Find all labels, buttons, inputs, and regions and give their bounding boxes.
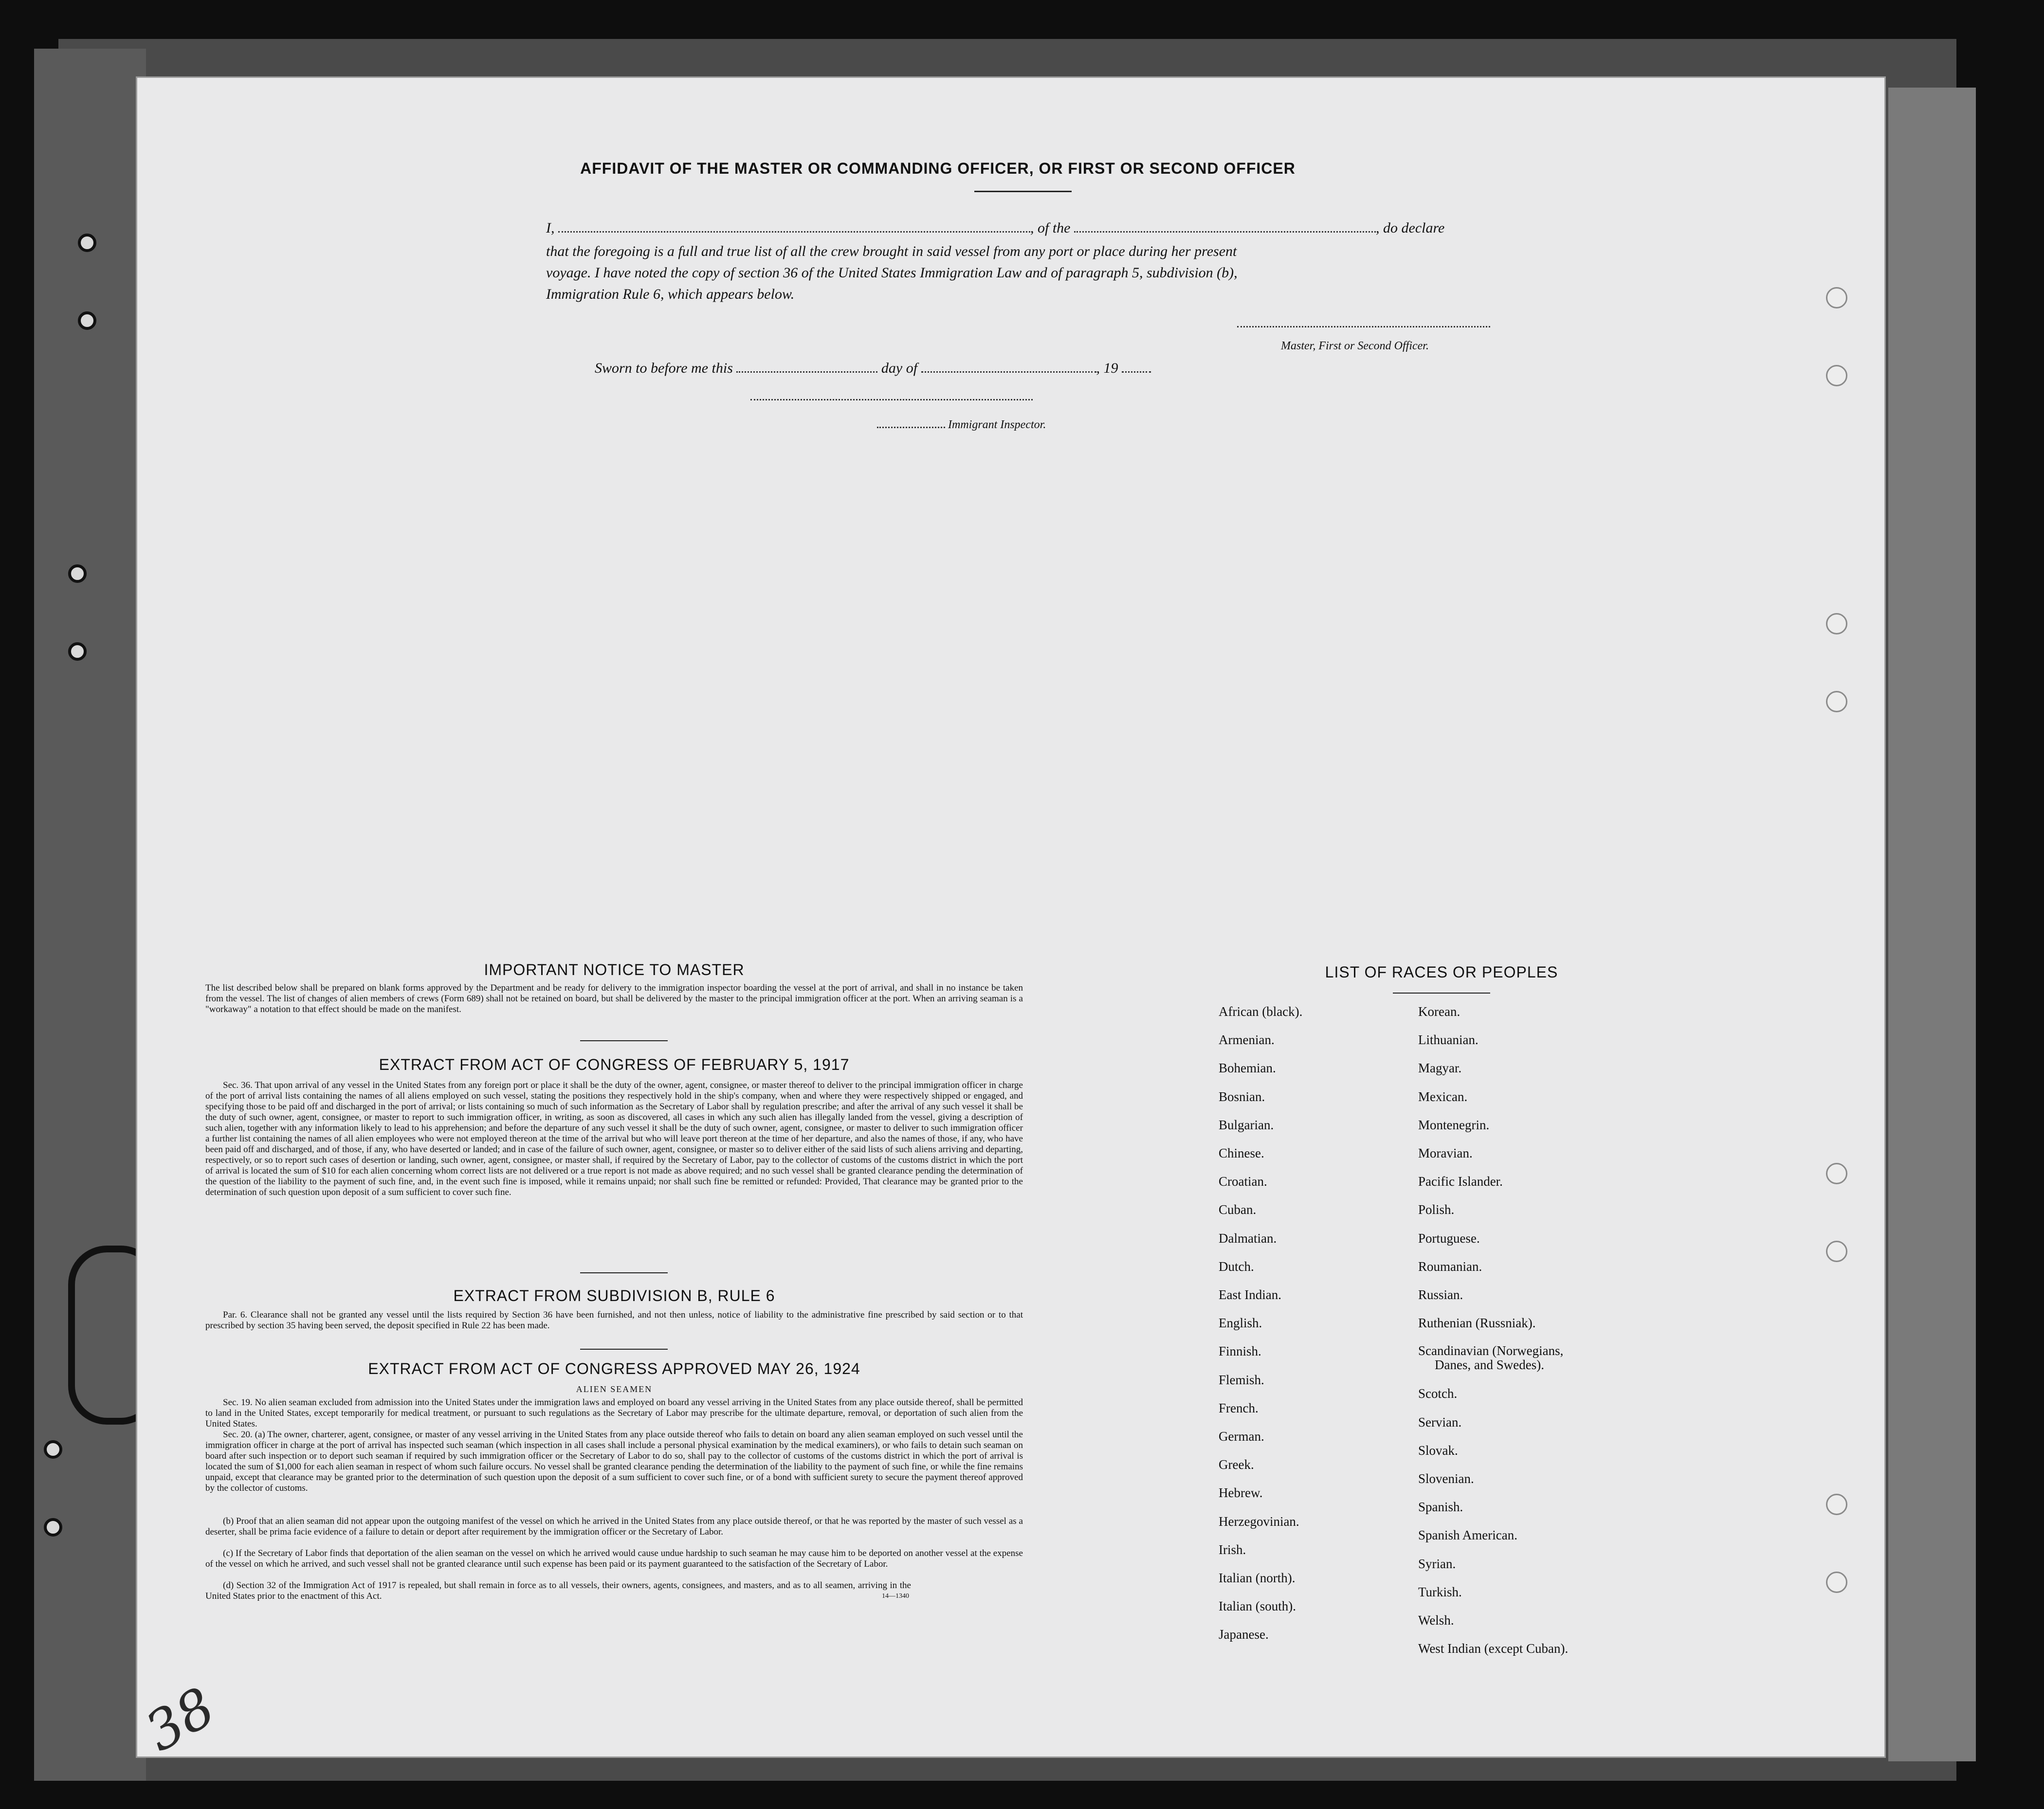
sworn-line	[595, 360, 1151, 377]
races-title: LIST OF RACES OR PEOPLES	[1325, 963, 1558, 981]
race-item: Welsh.	[1418, 1613, 1454, 1628]
race-item: Magyar.	[1418, 1061, 1462, 1076]
race-item: Slovak.	[1418, 1443, 1458, 1458]
punch-hole	[1826, 365, 1847, 386]
race-item: Dutch.	[1219, 1259, 1254, 1274]
race-item: Flemish.	[1219, 1372, 1264, 1387]
race-item: West Indian (except Cuban).	[1418, 1641, 1569, 1656]
race-item: Bohemian.	[1219, 1061, 1276, 1076]
sworn-year-label: , 19	[1096, 360, 1118, 376]
signature-label: Master, First or Second Officer.	[1281, 340, 1429, 352]
race-item: Spanish American.	[1418, 1528, 1517, 1543]
race-item: Montenegrin.	[1418, 1117, 1490, 1132]
title-divider	[974, 191, 1072, 192]
punch-hole	[1826, 613, 1847, 634]
race-item: Lithuanian.	[1418, 1032, 1478, 1048]
binder-hole	[68, 642, 87, 661]
extract-1917-title: EXTRACT FROM ACT OF CONGRESS OF FEBRUARY 5, 1917	[379, 1056, 850, 1073]
punch-hole	[1826, 1572, 1847, 1593]
notice-title: IMPORTANT NOTICE TO MASTER	[484, 961, 745, 978]
inspector-name-field[interactable]	[877, 427, 945, 428]
back-sheet-right	[1888, 88, 1976, 1761]
races-right-column	[1418, 997, 1568, 1663]
binder-hole	[78, 311, 96, 330]
race-item: Danes, and Swedes).	[1435, 1357, 1544, 1373]
race-item: Spanish.	[1418, 1500, 1463, 1515]
sworn-year-field[interactable]	[1122, 371, 1151, 373]
extract-1924-title: EXTRACT FROM ACT OF CONGRESS APPROVED MAY 26, 1924	[368, 1360, 860, 1377]
race-item: English.	[1219, 1316, 1262, 1331]
binder-hole	[78, 234, 96, 252]
affidavit-title: AFFIDAVIT OF THE MASTER OR COMMANDING OFFICER, OR FIRST OR SECOND OFFICER	[580, 160, 1296, 177]
race-item: Russian.	[1418, 1287, 1463, 1302]
race-item: Scandinavian (Norwegians,	[1418, 1343, 1564, 1358]
race-item: Dalmatian.	[1219, 1230, 1277, 1246]
notice-body: The list described below shall be prepared on blank forms approved by the Department and be ready for delivery to the immigration inspector boarding the vessel at the port of arrival, and shall in no instance be taken from the vessel. The list of changes of alien members of crews (Form 689) shall not be retained on board, but shall be delivered by the master to the principal immigration officer at the port. When an arriving seaman is a "workaway" a notation to that effect should be made on the manifest.	[205, 983, 1023, 1014]
race-item: Ruthenian (Russniak).	[1418, 1316, 1536, 1331]
subdivision-b-body: Par. 6. Clearance shall not be granted any vessel until the lists required by Section 36 have been furnished, and not then unless, notice of liability to the administrative fine prescribed by said section or to that prescribed by section 35 having been served, the deposit specified in Rule 22 has been made.	[205, 1310, 1023, 1331]
inspector-signature-field[interactable]	[750, 399, 1033, 400]
race-item: Herzegovinian.	[1219, 1514, 1299, 1529]
race-item: Mexican.	[1418, 1089, 1468, 1104]
race-item: Japanese.	[1219, 1627, 1269, 1642]
race-item: Pacific Islander.	[1418, 1174, 1503, 1189]
binder-hole	[68, 564, 87, 583]
race-item: Italian (north).	[1219, 1571, 1296, 1586]
race-item: African (black).	[1219, 1004, 1303, 1019]
decl-of-the: , of the	[1030, 220, 1071, 236]
form-number: 14—1340	[882, 1592, 909, 1600]
race-item: Moravian.	[1418, 1146, 1473, 1161]
sec-20a-text: Sec. 20. (a) The owner, charterer, agent, consignee, or master of any vessel arriving in the United States from any place outside thereof who fails to detain on board any alien seaman employed on such vessel until the immigration officer in charge at the port of arrival has inspected such seaman (which inspection in all cases shall include a personal physical examination by the medical examiners), or who fails to detain such seaman on board after such inspection or to deport such seaman if required by such immigration officer or the Secretary of Labor to do so, shall pay to the collector of customs of the customs district in which the port of arrival is located the sum of $1,000 for each alien seaman in respect of whom such failure occurs. No vessel shall be granted clearance pending the determination of the liability to the payment of such fine, or while the fine remains unpaid, except that clearance may be granted prior to the determination of such question upon the deposit of a sum sufficient to cover such fine, or of a bond with sufficient surety to secure the payment thereof approved by the collector of customs.	[205, 1429, 1023, 1493]
race-item: Bosnian.	[1219, 1089, 1265, 1104]
form-page	[137, 78, 1884, 1756]
decl-i: I,	[546, 220, 555, 236]
race-item: Syrian.	[1418, 1556, 1456, 1571]
extract-1924-subtitle: ALIEN SEAMEN	[576, 1384, 653, 1394]
race-item: Greek.	[1219, 1457, 1254, 1472]
sec-20d-text: (d) Section 32 of the Immigration Act of 1917 is repealed, but shall remain in force as to all vessels, their owners, agents, consignees, and masters, and as to all seamen, arriving in the United States prior to the enactment of this Act.	[205, 1580, 911, 1601]
declaration-line-2: that the foregoing is a full and true list of all the crew brought in said vessel from any port or place during her present	[546, 243, 1237, 259]
race-item: French.	[1219, 1400, 1259, 1415]
race-item: Portuguese.	[1418, 1230, 1480, 1246]
races-left-column	[1219, 997, 1302, 1649]
sworn-day-field[interactable]	[736, 371, 877, 373]
races-divider	[1393, 993, 1490, 994]
extract-1917-body: Sec. 36. That upon arrival of any vessel in the United States from any foreign port or place it shall be the duty of the owner, agent, consignee, or master thereof to deliver to the principal immigration officer in charge of the port of arrival lists containing the names of all aliens employed on such vessel, stating the positions they respectively hold in the ship's company, when and where they were respectively shipped or engaged, and specifying those to be paid off and discharged in the port of arrival; or lists containing so much of such information as the Secretary of Labor shall by regulation prescribe; and after the arrival of any such vessel it shall be the duty of such owner, agent, consignee, or master to report to such immigration officer, in writing, as soon as discovered, all cases in which any such alien has illegally landed from the vessel, giving a description of such alien, together with any information likely to lead to his apprehension; and before the departure of any such vessel it shall be the duty of such owner, agent, consignee, or master to deliver to such immigration officer a further list containing the names of all alien employees who were not employed thereon at the time of the arrival but who will leave port thereon at the time of her departure, and also the names of those, if any, who have been paid off and discharged, and of those, if any, who have deserted or landed; and in case of the failure of such owner, agent, consignee, or master so to deliver either of the said lists of such aliens arriving and departing, respectively, or so to report such cases of desertion or landing, such owner, agent, consignee, or master shall, if required by the Secretary of Labor, pay to the collector of customs of the customs district in which the port of arrival is located the sum of $10 for each alien concerning whom correct lists are not delivered or a true report is not made as above required; and no such vessel shall be granted clearance pending the determination of the question of the liability to the payment of such fine, and, in the event such fine is imposed, while it remains unpaid; nor shall such fine be remitted or refunded: Provided, That clearance may be granted prior to the determination of such question upon deposit of a sum sufficient to cover such fine.	[205, 1080, 1023, 1197]
race-item: Chinese.	[1219, 1146, 1264, 1161]
race-item: Turkish.	[1418, 1584, 1462, 1599]
race-item: Polish.	[1418, 1202, 1455, 1217]
race-item: Servian.	[1418, 1414, 1462, 1429]
race-item: German.	[1219, 1429, 1264, 1444]
sworn-day-label: day of	[881, 360, 918, 376]
race-item: Scotch.	[1418, 1386, 1458, 1401]
declaration-line-4: Immigration Rule 6, which appears below.	[546, 286, 795, 302]
declaration-line-1	[546, 220, 1519, 236]
binder-hole	[44, 1440, 62, 1459]
name-field[interactable]	[558, 231, 1030, 233]
inspector-line	[877, 418, 1046, 432]
race-item: Slovenian.	[1418, 1471, 1474, 1486]
race-item: Croatian.	[1219, 1174, 1267, 1189]
punch-hole	[1826, 287, 1847, 308]
punch-hole	[1826, 1163, 1847, 1184]
signature-field[interactable]	[1237, 326, 1490, 327]
race-item: Bulgarian.	[1219, 1117, 1274, 1132]
inspector-label: Immigrant Inspector.	[948, 418, 1046, 431]
subdivision-b-divider	[580, 1349, 668, 1350]
subdivision-b-title: EXTRACT FROM SUBDIVISION B, RULE 6	[453, 1287, 775, 1304]
sworn-prefix: Sworn to before me this	[595, 360, 733, 376]
race-item: Irish.	[1219, 1542, 1246, 1557]
extract-1917-divider	[580, 1272, 668, 1273]
sec-20c-text: (c) If the Secretary of Labor finds that deportation of the alien seaman on the vessel on which he arrived would cause undue hardship to such seaman he may cause him to be deported on another vessel at the expense of the vessel on which he arrived, and such vessel shall not be granted clearance until such expense has been paid or its payment guaranteed to the satisfaction of the Secretary of Labor.	[205, 1548, 1023, 1569]
sec-20b-text: (b) Proof that an alien seaman did not appear upon the outgoing manifest of the vessel on which he arrived in the United States from any place outside thereof, or that he was reported by the master of such vessel as a deserter, shall be prima facie evidence of a failure to detain or deport after requirement by the immigration officer or the Secretary of Labor.	[205, 1516, 1023, 1537]
punch-hole	[1826, 1494, 1847, 1515]
vessel-field[interactable]	[1074, 231, 1376, 233]
handwritten-mark: 38	[135, 1675, 225, 1764]
punch-hole	[1826, 691, 1847, 712]
binder-hole	[44, 1518, 62, 1537]
race-item: East Indian.	[1219, 1287, 1281, 1302]
race-item: Italian (south).	[1219, 1599, 1296, 1614]
race-item: Hebrew.	[1219, 1485, 1263, 1501]
notice-divider	[580, 1040, 668, 1041]
sworn-month-field[interactable]	[921, 371, 1096, 373]
race-item: Cuban.	[1219, 1202, 1257, 1217]
declaration-line-3: voyage. I have noted the copy of section 36 of the United States Immigration Law and of paragraph 5, subdivision (b),	[546, 265, 1238, 281]
decl-do-declare: , do declare	[1376, 220, 1445, 236]
sec-19-text: Sec. 19. No alien seaman excluded from admission into the United States under the immigration laws and employed on board any vessel arriving in the United States from any place outside thereof, shall be permitted to land in the United States, except temporarily for medical treatment, or pursuant to such regulations as the Secretary of Labor may prescribe for the ultimate departure, removal, or deportation of such alien from the United States.	[205, 1397, 1023, 1429]
race-item: Armenian.	[1219, 1032, 1275, 1048]
race-item: Korean.	[1418, 1004, 1460, 1019]
race-item: Finnish.	[1219, 1344, 1261, 1359]
race-item: Roumanian.	[1418, 1259, 1482, 1274]
punch-hole	[1826, 1241, 1847, 1262]
